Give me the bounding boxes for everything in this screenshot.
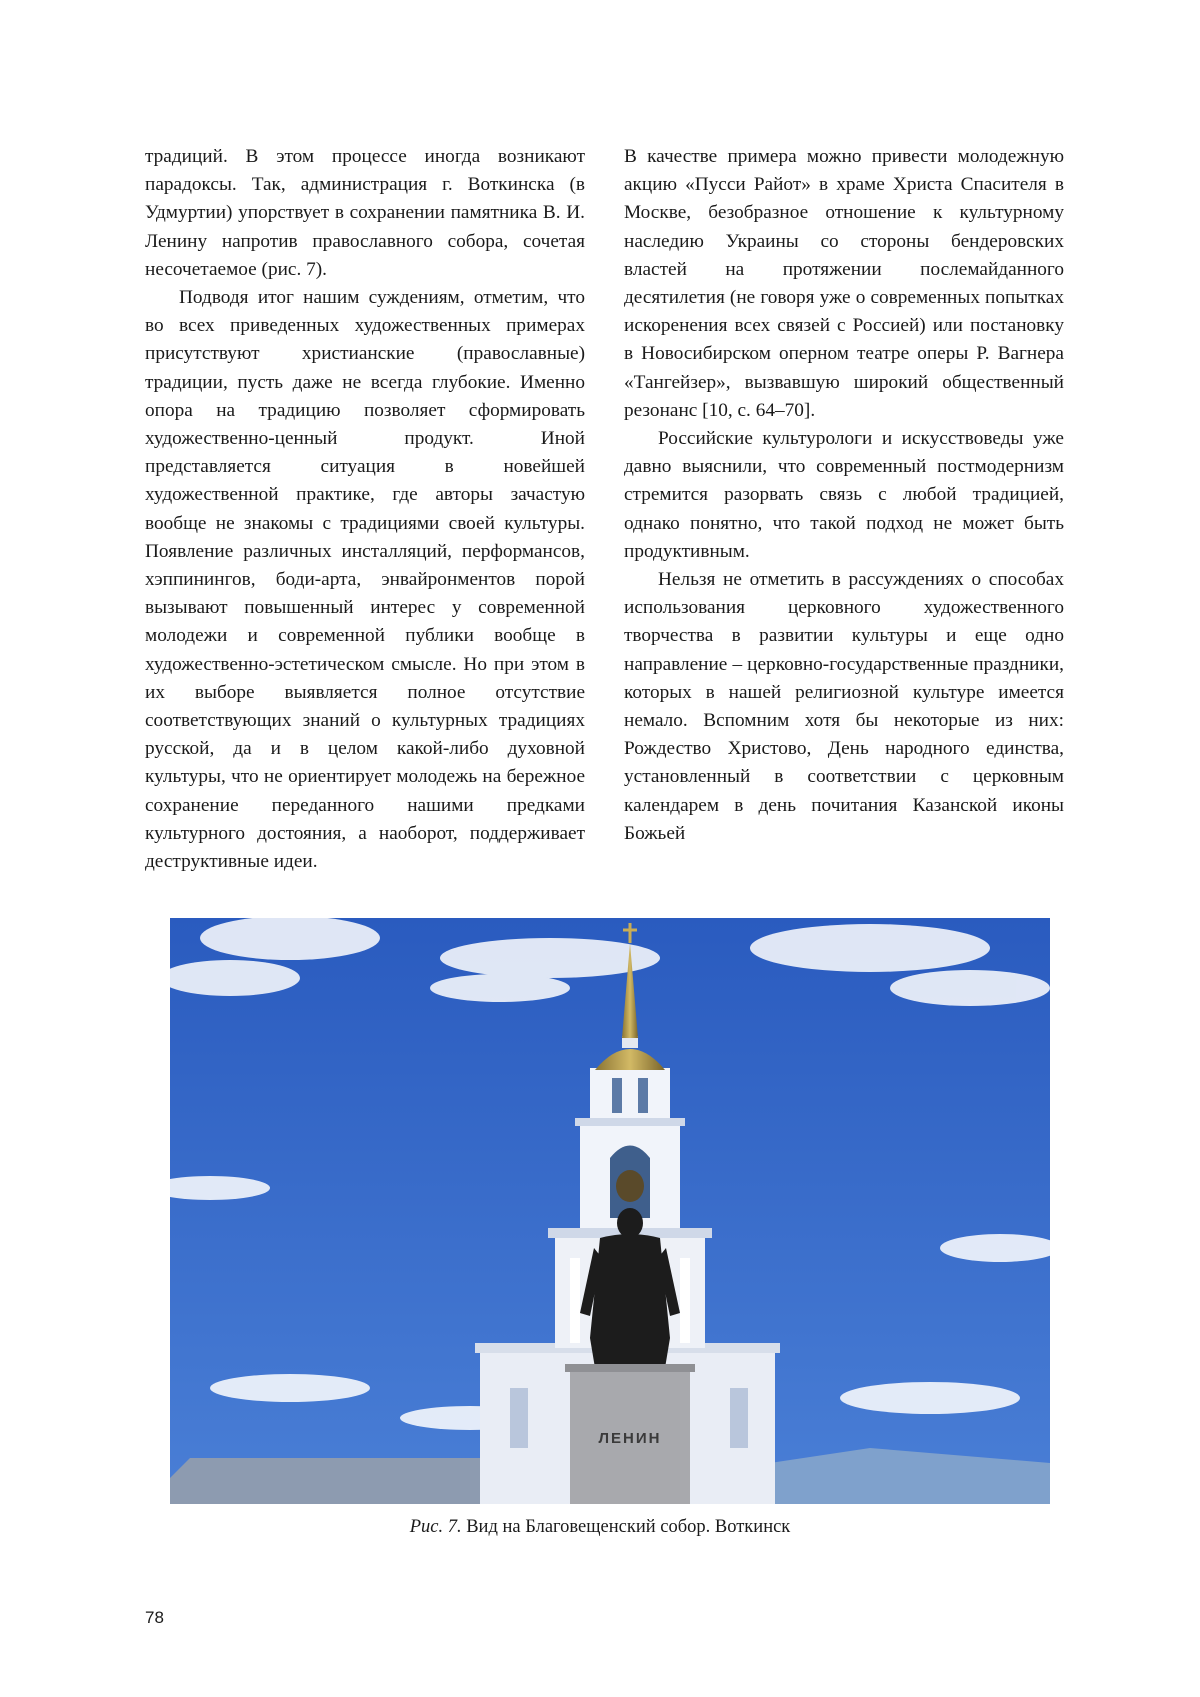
paragraph: В качестве примера можно привести молодежную акцию «Пусси Райот» в храме Христа Спасителя в Москве, безобразное отношение к культурному наследию Украины со стороны бендеровских властей на протяжении послемайданного десятилетия (не говоря уже о современных попытках искоренения всех связей с Россией) или постановку в Новосибирском оперном театре оперы Р. Вагнера «Тангейзер», вызвавшую широкий общественный резонанс [10, с. 64–70]. [624,143,1064,425]
caption-text: Вид на Благовещенский собор. Воткинск [462,1517,791,1537]
paragraph: Подводя итог нашим суждениям, отметим, что во всех приведенных художественных примерах присутствуют христианские (православные) традиции, пусть даже не всегда глубокие. Именно опора на традицию позволяет сформировать художественно-ценный продукт. Иной представляется ситуация в новейшей художественной практике, где авторы зачастую вообще не знакомы с традициями своей культуры. Появление различных инсталляций, перформансов, хэппинингов, боди-арта, энвайронментов порой вызывают повышенный интерес у современной молодежи и современной публики вообще в художественно-эстетическом смысле. Но при этом в их выборе выявляется полное отсутствие соответствующих знаний о культурных традициях русской, да и в целом какой-либо духовной культуры, что не ориентирует молодежь на бережное сохранение переданного нашими предками культурного достояния, а наоборот, поддерживает деструктивные идеи. [145,284,585,876]
caption-label: Рис. 7. [410,1517,462,1537]
bell [616,1170,644,1202]
left-column [145,143,585,876]
figure-caption [0,1517,1200,1538]
paragraph: Российские культурологи и искусствоведы уже давно выяснили, что современный постмодернизм стремится разорвать связь с любой традицией, однако понятно, что такой подход не может быть продуктивным. [624,425,1064,566]
pedestal-inscription: ЛЕНИН [599,1430,662,1447]
paragraph: Нельзя не отметить в рассуждениях о способах использования церковного художественного творчества в развитии культуры и еще одно направление – церковно-государственные праздники, которых в нашей религиозной культуре имеется немало. Вспомним хотя бы некоторые из них: Рождество Христово, День народного единства, установленный в соответствии с церковным календарем в день почитания Казанской иконы Божьей [624,566,1064,848]
left-roof [170,1458,480,1504]
right-column [624,143,1064,848]
paragraph: традиций. В этом процессе иногда возникают парадоксы. Так, администрация г. Воткинска (в Удмуртии) упорствует в сохранении памятника В. И. Ленину напротив православного собора, сочетая несочетаемое (рис. 7). [145,143,585,284]
page-number: 78 [145,1608,164,1628]
cathedral-photo [170,918,1050,1504]
